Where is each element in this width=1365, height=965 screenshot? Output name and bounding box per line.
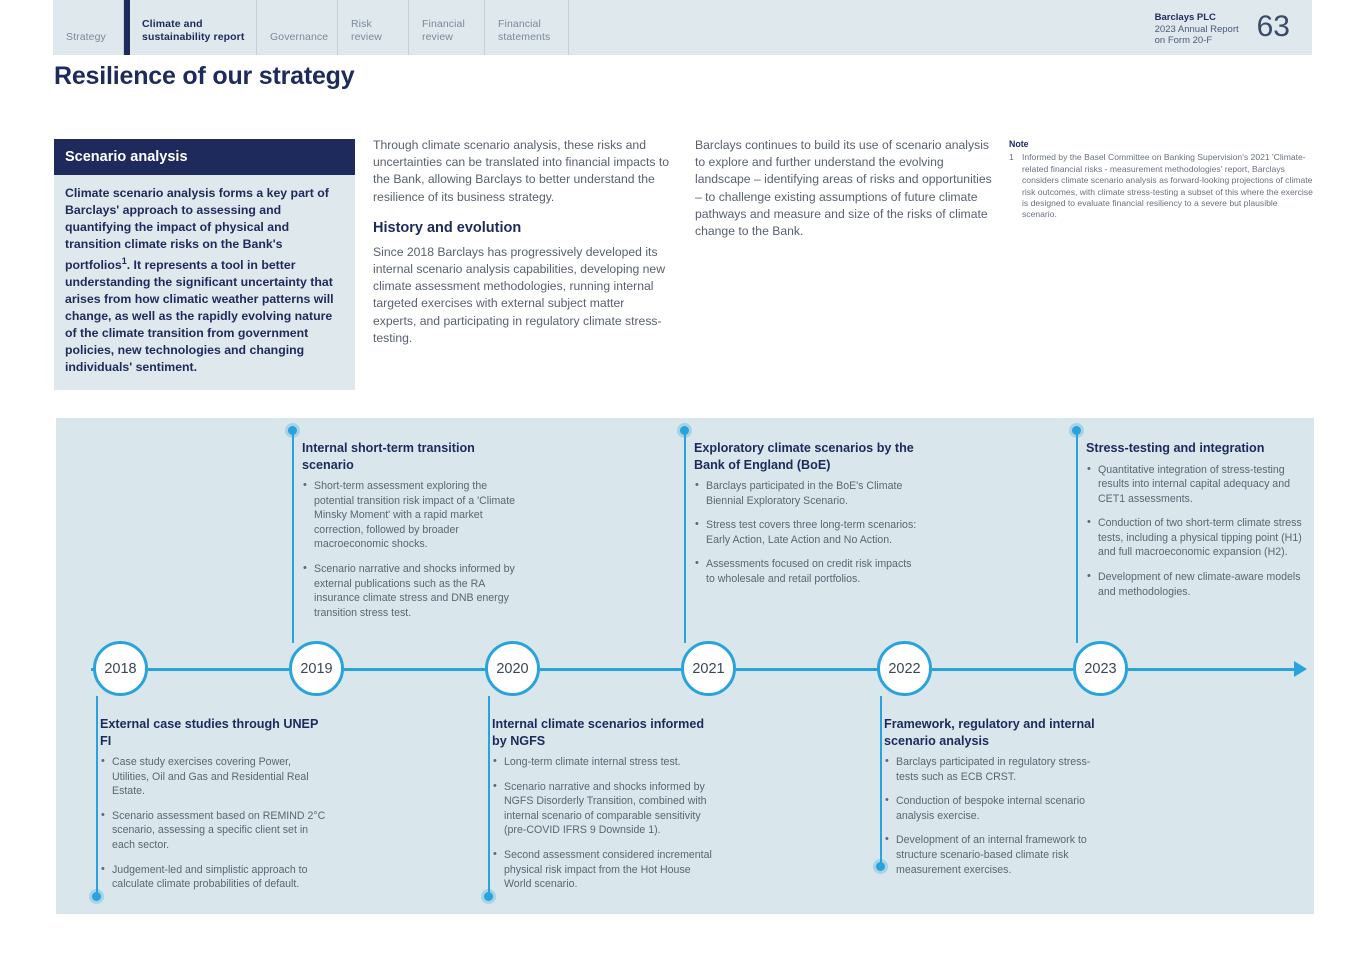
- note-text: Informed by the Basel Committee on Banking Supervision's 2021 'Climate-related financial risks - measurement methodologies' report, Barclays considers climate scenario analysis as forward-looking projections of climate risk outcomes, with climate stress-testing a subset of this where the exercise is designed to evaluate financial resiliency to a severe but plausible scenario.: [1022, 152, 1313, 220]
- connector-line-2021: [684, 430, 686, 643]
- intro-column-two: [373, 137, 670, 360]
- connector-dot-2023: [1072, 426, 1081, 435]
- tab-governance[interactable]: [257, 0, 338, 55]
- timeline-year-2018[interactable]: [93, 641, 148, 696]
- tab-risk-review-label: [351, 18, 382, 43]
- timeline-card-2018-title: External case studies through UNEP FI: [100, 717, 319, 748]
- list-item: • Case study exercises covering Power, Utilities, Oil and Gas and Residential Real Estate.: [100, 755, 328, 799]
- timeline-card-2022-bullets: [884, 755, 1100, 877]
- company-name: Barclays PLC: [1154, 12, 1216, 23]
- tab-financial-review-line2: review: [422, 30, 453, 43]
- note-title: Note: [1009, 139, 1029, 149]
- connector-line-2019: [292, 430, 294, 643]
- tab-climate-and-sustainability-report[interactable]: [124, 0, 257, 55]
- report-title-line2: on Form 20-F: [1154, 35, 1213, 46]
- timeline-card-2019: [302, 440, 520, 630]
- callout-body-prefix: Climate scenario analysis forms a key part of Barclays' approach to assessing and quantifying the impact of physical and transition climate risks on the Bank's portfolios: [65, 186, 329, 273]
- timeline-card-2019-bullets: [302, 479, 520, 620]
- list-item: • Conduction of two short-term climate stress tests, including a physical tipping point (H1) and full macroeconomic expansion (H2).: [1086, 516, 1306, 560]
- tab-risk-review[interactable]: [338, 0, 409, 55]
- timeline-card-2019-title: Internal short-term transition scenario: [302, 441, 475, 472]
- callout-heading: Scenario analysis: [54, 139, 355, 175]
- list-item: • Development of an internal framework to structure scenario-based climate risk measurement exercises.: [884, 833, 1100, 877]
- history-and-evolution-heading: History and evolution: [373, 219, 522, 236]
- tab-financial-review[interactable]: [409, 0, 485, 55]
- timeline-card-2021-bullets: [694, 479, 918, 587]
- history-paragraph: Since 2018 Barclays has progressively developed its internal scenario analysis capabilities, developing new climate assessment methodologies, running internal targeted exercises with external subject matter experts, and participating in regulatory climate stress-testing.: [373, 244, 665, 345]
- tab-climate-label-line2: sustainability report: [142, 30, 245, 43]
- list-item: • Short-term assessment exploring the potential transition risk impact of a 'Climate Minsky Moment' with a rapid market correction, followed by broader macroeconomic shocks.: [302, 479, 520, 552]
- timeline-year-2020-label: 2020: [496, 660, 529, 677]
- timeline-year-2023-label: 2023: [1084, 660, 1117, 677]
- tab-strategy-label: Strategy: [66, 30, 106, 43]
- tab-financial-statements-label: [498, 18, 550, 43]
- list-item: • Assessments focused on credit risk impacts to wholesale and retail portfolios.: [694, 557, 918, 586]
- timeline-card-2021-title: Exploratory climate scenarios by the Bank of England (BoE): [694, 441, 914, 472]
- page-title: Resilience of our strategy: [54, 62, 355, 90]
- timeline-year-2022[interactable]: [877, 641, 932, 696]
- tab-financial-review-line1: Financial: [422, 18, 465, 30]
- tab-financial-statements-line1: Financial: [498, 18, 541, 30]
- section-tabs: [53, 0, 569, 55]
- tab-risk-review-line2: review: [351, 30, 382, 43]
- header-document-info: [1155, 0, 1312, 55]
- timeline-card-2023-title: Stress-testing and integration: [1086, 441, 1265, 455]
- callout-body-suffix: . It represents a tool in better understanding the significant uncertainty that arises from how climatic weather patterns will change, as well as the rapidly evolving nature of the climate transition from government policies, new technologies and changing individuals' sentiment.: [65, 258, 334, 375]
- tab-governance-label: Governance: [270, 30, 329, 43]
- timeline-card-2018: [100, 716, 328, 902]
- page-number: 63: [1256, 10, 1290, 43]
- tab-financial-review-label: [422, 18, 465, 43]
- callout-footnote-marker: 1: [121, 256, 127, 266]
- document-meta: [1155, 10, 1239, 47]
- tab-risk-review-line1: Risk: [351, 18, 372, 30]
- scenario-analysis-callout: [54, 139, 355, 390]
- tab-financial-statements-line2: statements: [498, 30, 551, 43]
- timeline-card-2020-title: Internal climate scenarios informed by NGFS: [492, 717, 705, 748]
- list-item: • Barclays participated in regulatory stress-tests such as ECB CRST.: [884, 755, 1100, 784]
- list-item: • Scenario narrative and shocks informed by NGFS Disorderly Transition, combined with internal scenario of comparable sensitivity (pre-COVID IFRS 9 Downside 1).: [492, 780, 714, 838]
- list-item: • Long-term climate internal stress test.: [492, 755, 714, 770]
- footnote-block: [1009, 139, 1314, 221]
- timeline-year-2019[interactable]: [289, 641, 344, 696]
- page-header-band: [53, 0, 1312, 55]
- timeline-card-2022: [884, 716, 1100, 887]
- tab-financial-statements[interactable]: [485, 0, 569, 55]
- tab-climate-label: [142, 18, 244, 43]
- timeline-card-2022-title: Framework, regulatory and internal scenario analysis: [884, 717, 1095, 748]
- intro-column-three: [695, 137, 995, 253]
- timeline-card-2021: [694, 440, 918, 597]
- timeline-card-2023: [1086, 440, 1306, 609]
- timeline-year-2021-label: 2021: [692, 660, 725, 677]
- connector-line-2023: [1076, 430, 1078, 643]
- callout-body: [54, 175, 355, 390]
- timeline-year-2018-label: 2018: [104, 660, 137, 677]
- list-item: • Quantitative integration of stress-testing results into internal capital adequacy and CET1 assessments.: [1086, 463, 1306, 507]
- report-title-line1: 2023 Annual Report: [1154, 23, 1239, 35]
- timeline-card-2020: [492, 716, 714, 902]
- timeline-year-2021[interactable]: [681, 641, 736, 696]
- tab-climate-label-line1: Climate and: [142, 18, 203, 30]
- list-item: • Conduction of bespoke internal scenario analysis exercise.: [884, 794, 1100, 823]
- list-item: • Second assessment considered incremental physical risk impact from the Hot House World scenario.: [492, 848, 714, 892]
- list-item: • Scenario narrative and shocks informed by external publications such as the RA insurance climate stress and DNB energy transition stress test.: [302, 562, 520, 620]
- timeline-year-2023[interactable]: [1073, 641, 1128, 696]
- tab-strategy[interactable]: [53, 0, 124, 55]
- list-item: • Stress test covers three long-term scenarios: Early Action, Late Action and No Action.: [694, 518, 918, 547]
- list-item: • Barclays participated in the BoE's Climate Biennial Exploratory Scenario.: [694, 479, 918, 508]
- connector-dot-2019: [288, 426, 297, 435]
- connector-line-2018: [96, 696, 98, 896]
- list-item: • Development of new climate-aware models and methodologies.: [1086, 570, 1306, 599]
- timeline-year-2020[interactable]: [485, 641, 540, 696]
- list-item: • Judgement-led and simplistic approach to calculate climate probabilities of default.: [100, 863, 328, 892]
- timeline-year-2019-label: 2019: [300, 660, 333, 677]
- timeline-card-2018-bullets: [100, 755, 328, 892]
- note-number: 1: [1009, 152, 1014, 163]
- timeline-arrow-icon: [1294, 661, 1307, 677]
- connector-dot-2021: [680, 426, 689, 435]
- connector-line-2022: [880, 696, 882, 866]
- connector-line-2020: [488, 696, 490, 896]
- timeline-card-2020-bullets: [492, 755, 714, 892]
- timeline-card-2023-bullets: [1086, 463, 1306, 600]
- intro-paragraph-two: Through climate scenario analysis, these risks and uncertainties can be translated into financial impacts to the Bank, allowing Barclays to better understand the resilience of its business strategy.: [373, 138, 670, 204]
- timeline-year-2022-label: 2022: [888, 660, 921, 677]
- intro-paragraph-three: Barclays continues to build its use of scenario analysis to explore and further understand the evolving landscape – identifying areas of risks and opportunities – to challenge existing assumptions of future climate pathways and measure and size of the risks of climate change to the Bank.: [695, 138, 992, 239]
- list-item: • Scenario assessment based on REMIND 2°C scenario, assessing a specific client set in each sector.: [100, 809, 328, 853]
- timeline-panel: [56, 418, 1314, 914]
- note-item: [1009, 152, 1314, 220]
